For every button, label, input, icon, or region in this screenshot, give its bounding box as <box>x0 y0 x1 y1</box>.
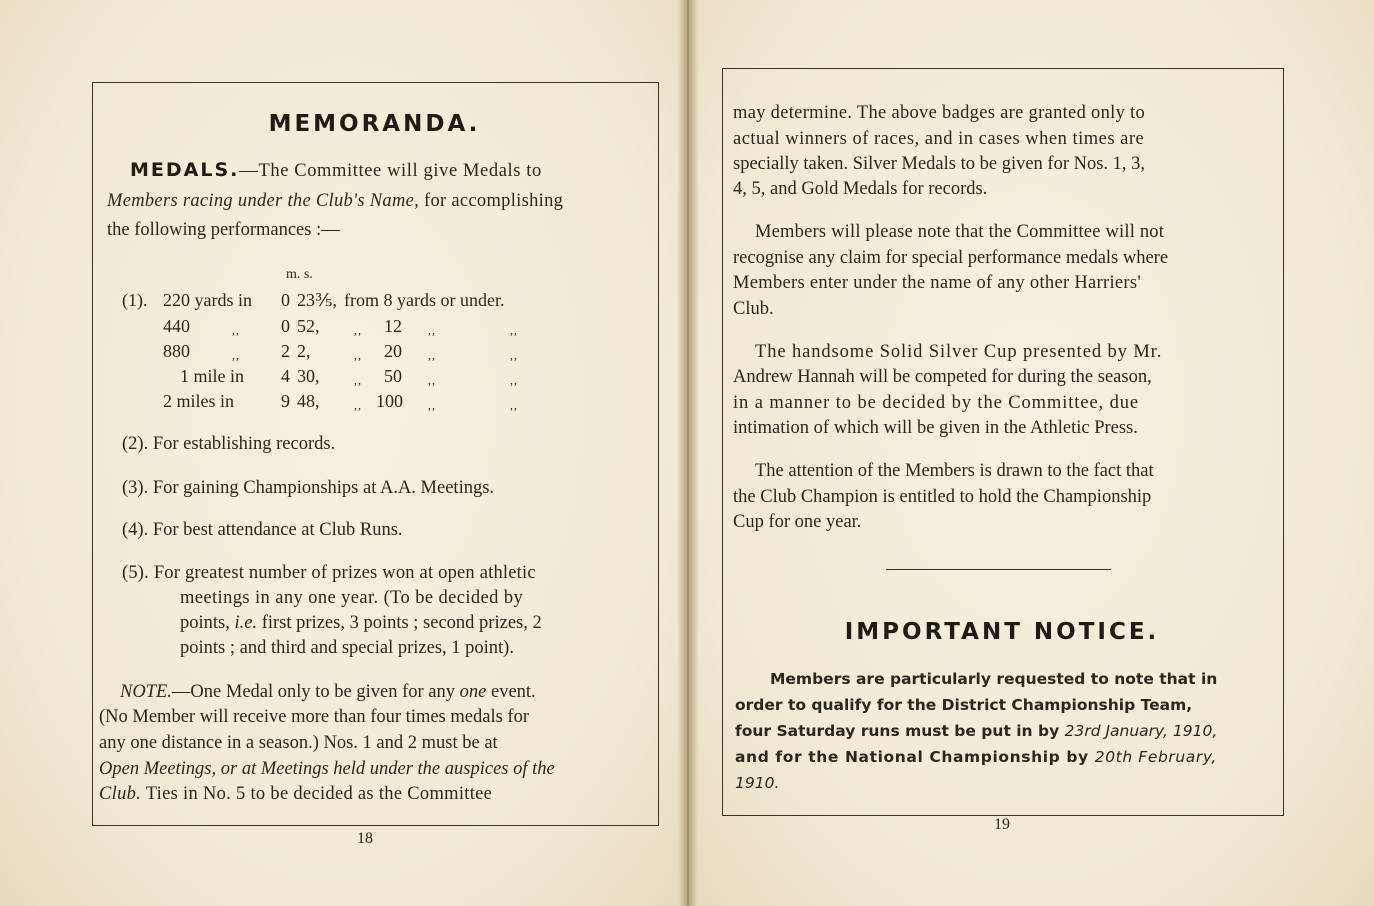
ditto-mark: ,, <box>232 323 240 337</box>
perf-mins: 4 <box>281 366 290 386</box>
notice-line5: 1910. <box>735 774 780 792</box>
notice-line4: and for the National Championship by 20th February, <box>735 748 1217 766</box>
r-p1-line2: actual winners of races, and in cases when times are <box>733 129 1145 149</box>
medals-paragraph-line2: Members racing under the Club's Name, for accomplishing <box>107 191 564 211</box>
ditto-mark: ,, <box>510 323 518 337</box>
ditto-mark: ,, <box>510 348 518 362</box>
ditto-mark: ,, <box>428 348 436 362</box>
r-p1-line3: specially taken. Silver Medals to be given for Nos. 1, 3, <box>733 154 1146 174</box>
r-p2-line2: recognise any claim for special performance medals where <box>733 248 1169 268</box>
note-line3: any one distance in a season.) Nos. 1 and 2 must be at <box>99 733 498 753</box>
ditto-mark: ,, <box>510 398 518 412</box>
page-number-right: 19 <box>994 816 1010 833</box>
section-divider <box>886 569 1111 570</box>
item-5-line3: points, i.e. first prizes, 3 points ; second prizes, 2 <box>180 613 542 633</box>
perf-yards: 100 <box>376 391 403 411</box>
item-2: (2). For establishing records. <box>122 434 336 454</box>
r-p3-line1: The handsome Solid Silver Cup presented by Mr. <box>755 342 1163 362</box>
perf-secs: 30, <box>297 366 320 386</box>
item-5-line2: meetings in any one year. (To be decided by <box>180 588 524 608</box>
perf-secs: 52, <box>297 316 320 336</box>
r-p4-line3: Cup for one year. <box>733 512 862 532</box>
perf-distance: 1 mile in <box>180 366 244 386</box>
important-notice-heading: IMPORTANT NOTICE. <box>844 619 1160 645</box>
item-3: (3). For gaining Championships at A.A. Meetings. <box>122 478 495 498</box>
units-header: m. s. <box>286 267 313 282</box>
notice-line1: Members are particularly requested to note that in <box>770 670 1218 688</box>
ditto-mark: ,, <box>232 348 240 362</box>
ditto-mark: ,, <box>354 323 362 337</box>
medals-paragraph-line3: the following performances :— <box>107 220 340 240</box>
r-p3-line3: in a manner to be decided by the Committee, due <box>733 393 1140 413</box>
r-p3-line4: intimation of which will be given in the Athletic Press. <box>733 418 1138 438</box>
notice-line3: four Saturday runs must be put in by 23rd January, 1910, <box>735 722 1218 740</box>
perf-secs: 2, <box>297 341 311 361</box>
medals-paragraph-line1: MEDALS.—The Committee will give Medals to <box>130 159 542 181</box>
ditto-mark: ,, <box>428 323 436 337</box>
ditto-mark: ,, <box>428 373 436 387</box>
perf-secs: 23⅗, <box>297 290 337 310</box>
perf-condition: from 8 yards or under. <box>344 290 505 310</box>
medals-lead: MEDALS. <box>130 159 240 181</box>
perf-mins: 2 <box>281 341 290 361</box>
item-5-line4: points ; and third and special prizes, 1 point). <box>180 638 514 658</box>
perf-mins: 9 <box>281 391 290 411</box>
r-p3-line2: Andrew Hannah will be competed for during the season, <box>733 367 1152 387</box>
ditto-mark: ,, <box>354 373 362 387</box>
book-spine <box>678 0 698 906</box>
ditto-mark: ,, <box>354 398 362 412</box>
r-p2-line4: Club. <box>733 299 774 319</box>
perf-yards: 50 <box>384 366 402 386</box>
ditto-mark: ,, <box>354 348 362 362</box>
perf-yards: 20 <box>384 341 402 361</box>
memoranda-heading: MEMORANDA. <box>268 111 481 137</box>
perf-distance: 880 <box>163 341 190 361</box>
notice-line2: order to qualify for the District Championship Team, <box>735 696 1193 714</box>
perf-yards: 12 <box>384 316 402 336</box>
perf-distance: 2 miles in <box>163 391 234 411</box>
perf-mins: 0 <box>281 290 290 310</box>
item-5-line1: (5). For greatest number of prizes won at open athletic <box>122 563 536 583</box>
r-p4-line1: The attention of the Members is drawn to the fact that <box>755 461 1154 481</box>
note-line2: (No Member will receive more than four times medals for <box>99 707 529 727</box>
r-p1-line1: may determine. The above badges are granted only to <box>733 103 1146 123</box>
perf-mins: 0 <box>281 316 290 336</box>
perf-distance: 220 yards in <box>163 290 252 310</box>
note-line4: Open Meetings, or at Meetings held under the auspices of the <box>99 759 555 779</box>
r-p2-line3: Members enter under the name of any other Harriers' <box>733 273 1141 293</box>
r-p2-line1: Members will please note that the Committee will not <box>755 222 1165 242</box>
note-line5: Club. Ties in No. 5 to be decided as the Committee <box>99 784 493 804</box>
r-p1-line4: 4, 5, and Gold Medals for records. <box>733 179 988 199</box>
item-4: (4). For best attendance at Club Runs. <box>122 520 403 540</box>
note-line1: NOTE.—One Medal only to be given for any one event. <box>120 682 536 702</box>
perf-distance: 440 <box>163 316 190 336</box>
ditto-mark: ,, <box>428 398 436 412</box>
page-number-left: 18 <box>357 830 373 847</box>
perf-label: (1). <box>122 290 148 310</box>
r-p4-line2: the Club Champion is entitled to hold the Championship <box>733 487 1152 507</box>
perf-secs: 48, <box>297 391 320 411</box>
ditto-mark: ,, <box>510 373 518 387</box>
